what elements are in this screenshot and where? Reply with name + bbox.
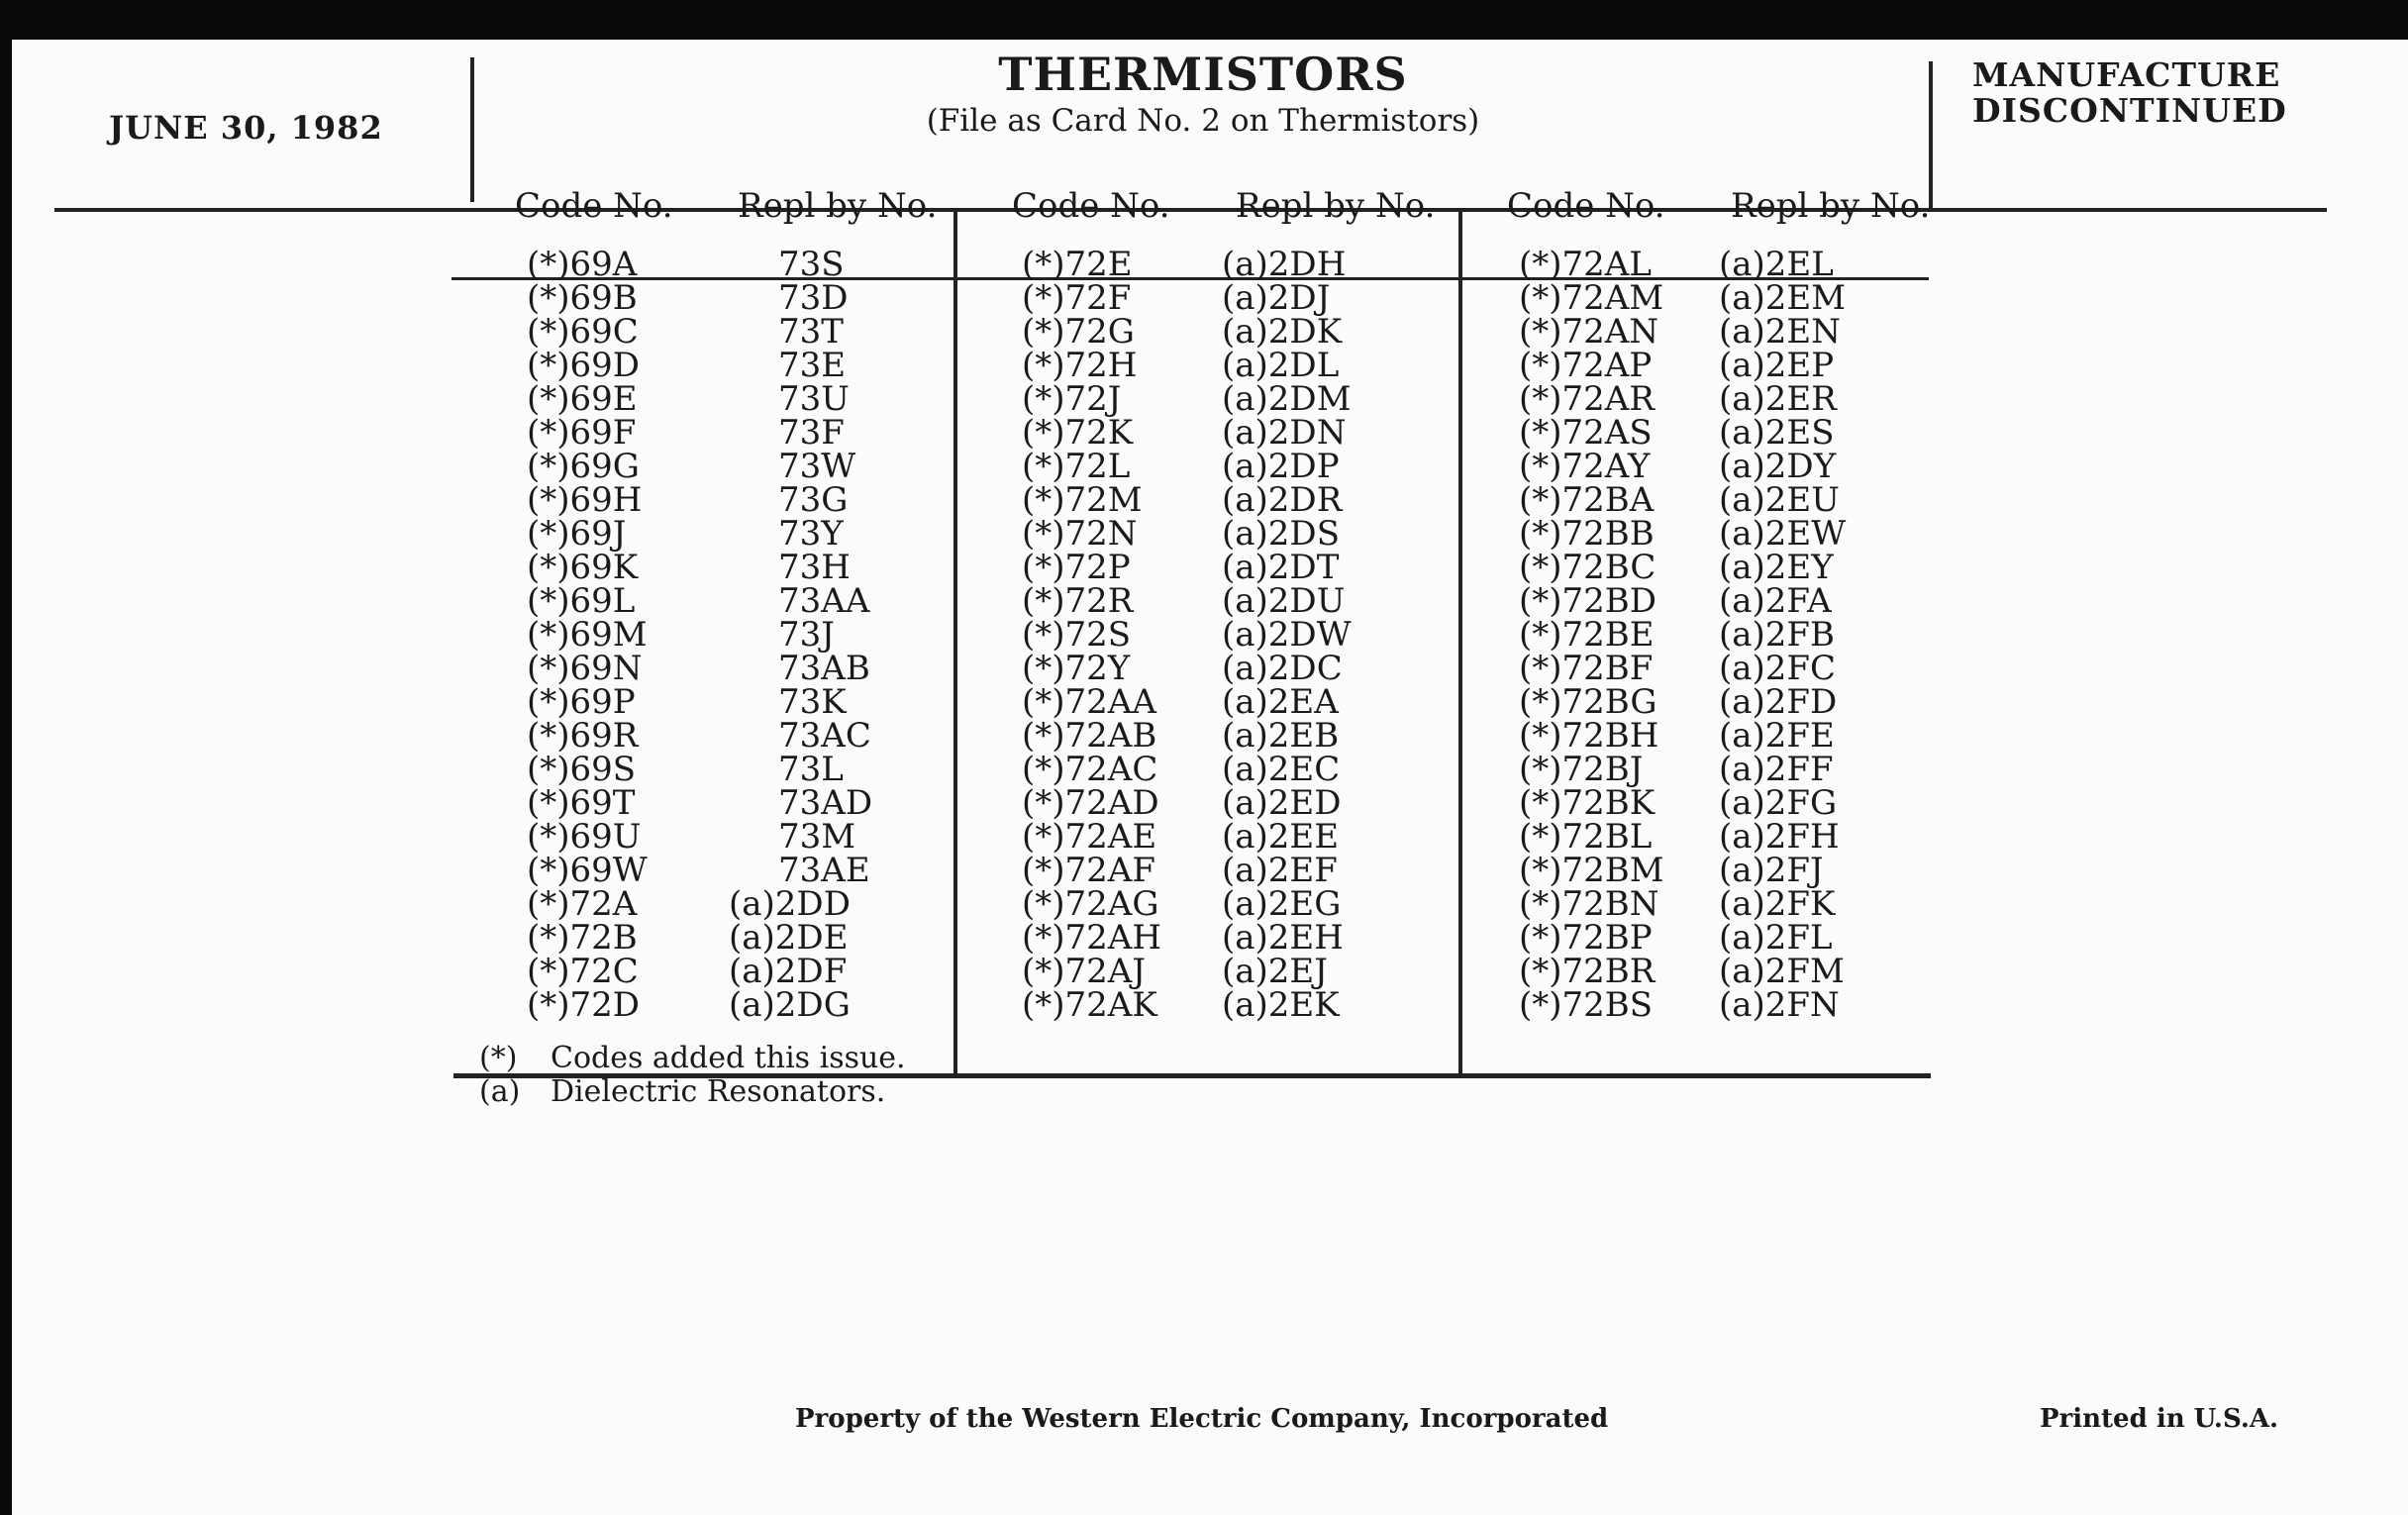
table-row <box>1022 783 1448 823</box>
table-divider-2 <box>1458 212 1462 1075</box>
table-row <box>1519 851 1935 890</box>
table-row <box>1519 312 1935 352</box>
table-row <box>527 379 943 419</box>
table-row <box>1022 312 1448 352</box>
repl-cell: (a)2FF <box>1719 750 1834 789</box>
code-cell: (*)72BK <box>1519 783 1656 823</box>
code-cell: (*)72BC <box>1519 548 1656 587</box>
table-row <box>1519 413 1935 453</box>
repl-cell: (a)2DS <box>1222 514 1340 554</box>
table-row <box>1519 615 1935 655</box>
col1-code-header: Code No. <box>515 186 673 226</box>
repl-cell: (a)2DU <box>1222 581 1346 621</box>
repl-cell: (a)2EC <box>1222 750 1341 789</box>
code-cell: (*)69E <box>527 379 638 419</box>
repl-cell: 73AE <box>778 851 870 890</box>
repl-cell: (a)2EY <box>1719 548 1834 587</box>
code-cell: (*)72G <box>1022 312 1135 352</box>
title-block <box>475 48 1931 139</box>
repl-cell: 73G <box>778 480 849 520</box>
table-row <box>1519 278 1935 318</box>
code-cell: (*)69U <box>527 817 642 857</box>
code-cell: (*)69K <box>527 548 639 587</box>
repl-cell: (a)2FJ <box>1719 851 1824 890</box>
col1-repl-header: Repl by No. <box>738 186 938 226</box>
code-cell: (*)69A <box>527 245 638 284</box>
status-line-1: MANUFACTURE <box>1972 55 2281 94</box>
repl-cell: (a)2DH <box>1222 245 1347 284</box>
footnote-asterisk <box>479 1042 906 1075</box>
table-row <box>527 581 943 621</box>
header-divider-left <box>470 57 474 202</box>
code-cell: (*)72AK <box>1022 985 1157 1025</box>
footnote-text: Dielectric Resonators. <box>551 1074 886 1109</box>
code-cell: (*)72BH <box>1519 716 1659 756</box>
table-row <box>1519 952 1935 991</box>
table-row <box>1022 851 1448 890</box>
repl-cell: (a)2ES <box>1719 413 1835 453</box>
repl-cell: (a)2FH <box>1719 817 1840 857</box>
table-row <box>1022 346 1448 385</box>
table-row <box>1022 581 1448 621</box>
code-cell: (*)72AF <box>1022 851 1155 890</box>
repl-cell: (a)2EU <box>1719 480 1840 520</box>
table-row <box>1519 514 1935 554</box>
code-cell: (*)72F <box>1022 278 1132 318</box>
repl-cell: (a)2DP <box>1222 447 1340 486</box>
repl-cell: (a)2EB <box>1222 716 1340 756</box>
table-row <box>527 346 943 385</box>
code-cell: (*)69R <box>527 716 639 756</box>
code-cell: (*)72BS <box>1519 985 1654 1025</box>
code-cell: (*)72E <box>1022 245 1133 284</box>
code-cell: (*)72AD <box>1022 783 1159 823</box>
repl-cell: (a)2EF <box>1222 851 1338 890</box>
repl-cell: (a)2EK <box>1222 985 1340 1025</box>
status-line-2: DISCONTINUED <box>1972 91 2287 130</box>
code-cell: (*)69W <box>527 851 648 890</box>
col2-repl-header: Repl by No. <box>1236 186 1436 226</box>
repl-cell: 73AC <box>778 716 871 756</box>
table-row <box>527 985 943 1025</box>
code-cell: (*)72AY <box>1519 447 1651 486</box>
table-row <box>1519 245 1935 284</box>
col2-code-header: Code No. <box>1012 186 1170 226</box>
repl-cell: (a)2DL <box>1222 346 1340 385</box>
repl-cell: 73Y <box>778 514 844 554</box>
code-cell: (*)69C <box>527 312 639 352</box>
table-row <box>1022 884 1448 924</box>
repl-cell: (a)2DG <box>729 985 851 1025</box>
table-row <box>1519 783 1935 823</box>
table-row <box>527 851 943 890</box>
repl-cell: (a)2DJ <box>1222 278 1331 318</box>
table-row <box>1519 918 1935 958</box>
code-cell: (*)69H <box>527 480 643 520</box>
code-cell: (*)69J <box>527 514 627 554</box>
code-cell: (*)72AM <box>1519 278 1664 318</box>
table-row <box>1519 884 1935 924</box>
table-row <box>1519 985 1935 1025</box>
repl-cell: 73H <box>778 548 851 587</box>
table-row <box>1022 918 1448 958</box>
page-subtitle: (File as Card No. 2 on Thermistors) <box>926 103 1480 139</box>
footnote-text: Codes added this issue. <box>551 1041 906 1075</box>
table-row <box>527 716 943 756</box>
table-row <box>1519 379 1935 419</box>
col3-code-header: Code No. <box>1507 186 1665 226</box>
code-cell: (*)72P <box>1022 548 1131 587</box>
code-cell: (*)72BD <box>1519 581 1657 621</box>
repl-cell: (a)2FC <box>1719 649 1837 688</box>
table-row <box>527 480 943 520</box>
code-cell: (*)72AG <box>1022 884 1159 924</box>
repl-cell: (a)2DD <box>729 884 851 924</box>
repl-cell: (a)2FN <box>1719 985 1840 1025</box>
code-cell: (*)69B <box>527 278 638 318</box>
repl-cell: 73AD <box>778 783 873 823</box>
code-cell: (*)69D <box>527 346 641 385</box>
table-row <box>1022 716 1448 756</box>
table-row <box>527 817 943 857</box>
repl-cell: 73J <box>778 615 835 655</box>
table-row <box>1022 985 1448 1025</box>
table-row <box>527 783 943 823</box>
table-row <box>1022 750 1448 789</box>
table-row <box>527 682 943 722</box>
table-row <box>1519 447 1935 486</box>
code-cell: (*)72AB <box>1022 716 1157 756</box>
code-cell: (*)72AR <box>1519 379 1655 419</box>
repl-cell: (a)2EJ <box>1222 952 1328 991</box>
code-cell: (*)72BN <box>1519 884 1659 924</box>
repl-cell: 73E <box>778 346 847 385</box>
repl-cell: (a)2ED <box>1222 783 1342 823</box>
repl-cell: (a)2DM <box>1222 379 1352 419</box>
repl-cell: (a)2FB <box>1719 615 1836 655</box>
code-cell: (*)72BA <box>1519 480 1655 520</box>
repl-cell: (a)2EM <box>1719 278 1847 318</box>
code-cell: (*)72AN <box>1519 312 1659 352</box>
table-row <box>1519 548 1935 587</box>
table-row <box>1022 817 1448 857</box>
header-rule <box>54 208 2327 212</box>
code-cell: (*)72BR <box>1519 952 1656 991</box>
code-cell: (*)72AA <box>1022 682 1156 722</box>
repl-cell: (a)2DF <box>729 952 848 991</box>
repl-cell: (a)2EN <box>1719 312 1842 352</box>
repl-cell: 73W <box>778 447 856 486</box>
code-cell: (*)72BG <box>1519 682 1657 722</box>
table-row <box>527 615 943 655</box>
repl-cell: (a)2DT <box>1222 548 1340 587</box>
repl-cell: (a)2EA <box>1222 682 1339 722</box>
table-row <box>527 649 943 688</box>
table-row <box>1022 649 1448 688</box>
repl-cell: (a)2DE <box>729 918 849 958</box>
repl-cell: 73U <box>778 379 850 419</box>
repl-cell: (a)2ER <box>1719 379 1837 419</box>
repl-cell: (a)2DK <box>1222 312 1343 352</box>
table-row <box>527 918 943 958</box>
code-cell: (*)72AE <box>1022 817 1157 857</box>
code-cell: (*)72BL <box>1519 817 1653 857</box>
code-cell: (*)72D <box>527 985 641 1025</box>
code-cell: (*)72BJ <box>1519 750 1644 789</box>
table-row <box>1519 649 1935 688</box>
table-row <box>527 447 943 486</box>
footnote-key: (a) <box>479 1074 521 1109</box>
table-row <box>1519 480 1935 520</box>
table-row <box>1022 447 1448 486</box>
table-row <box>527 750 943 789</box>
table-row <box>527 312 943 352</box>
code-cell: (*)72M <box>1022 480 1143 520</box>
code-cell: (*)72S <box>1022 615 1132 655</box>
code-cell: (*)72BP <box>1519 918 1653 958</box>
code-cell: (*)72BB <box>1519 514 1655 554</box>
code-cell: (*)72J <box>1022 379 1122 419</box>
repl-cell: (a)2FD <box>1719 682 1838 722</box>
table-row <box>1022 278 1448 318</box>
repl-cell: (a)2EG <box>1222 884 1342 924</box>
repl-cell: (a)2EE <box>1222 817 1340 857</box>
table-row <box>1022 514 1448 554</box>
table-row <box>1022 952 1448 991</box>
footnote-key: (*) <box>479 1041 518 1075</box>
code-cell: (*)69S <box>527 750 637 789</box>
code-cell: (*)72H <box>1022 346 1138 385</box>
table-row <box>527 413 943 453</box>
code-cell: (*)69M <box>527 615 648 655</box>
repl-cell: (a)2DR <box>1222 480 1343 520</box>
repl-cell: (a)2FM <box>1719 952 1845 991</box>
repl-cell: (a)2FA <box>1719 581 1832 621</box>
table-divider-1 <box>953 212 957 1075</box>
code-cell: (*)69L <box>527 581 636 621</box>
code-cell: (*)72AL <box>1519 245 1652 284</box>
repl-cell: 73T <box>778 312 844 352</box>
code-cell: (*)69N <box>527 649 643 688</box>
code-cell: (*)72AS <box>1519 413 1653 453</box>
repl-cell: 73S <box>778 245 845 284</box>
repl-cell: (a)2EW <box>1719 514 1847 554</box>
table-row <box>1022 682 1448 722</box>
repl-cell: 73F <box>778 413 845 453</box>
code-cell: (*)69T <box>527 783 636 823</box>
table-row <box>1519 581 1935 621</box>
code-cell: (*)72Y <box>1022 649 1131 688</box>
repl-cell: (a)2FL <box>1719 918 1833 958</box>
table-row <box>1022 245 1448 284</box>
repl-cell: (a)2EL <box>1719 245 1834 284</box>
repl-cell: (a)2DC <box>1222 649 1343 688</box>
col3-repl-header: Repl by No. <box>1731 186 1931 226</box>
code-cell: (*)72AP <box>1519 346 1653 385</box>
code-cell: (*)72C <box>527 952 639 991</box>
repl-cell: (a)2DY <box>1719 447 1837 486</box>
table-row <box>1519 716 1935 756</box>
repl-cell: (a)2FG <box>1719 783 1838 823</box>
repl-cell: (a)2FK <box>1719 884 1836 924</box>
code-cell: (*)69P <box>527 682 636 722</box>
code-cell: (*)72BF <box>1519 649 1654 688</box>
col3-rows <box>1519 245 1935 1025</box>
property-notice: Property of the Western Electric Company, Incorporated <box>795 1404 1609 1434</box>
repl-cell: (a)2FE <box>1719 716 1835 756</box>
code-cell: (*)72R <box>1022 581 1134 621</box>
table-row <box>1519 817 1935 857</box>
repl-cell: 73D <box>778 278 849 318</box>
repl-cell: 73K <box>778 682 847 722</box>
code-cell: (*)72B <box>527 918 638 958</box>
printed-notice: Printed in U.S.A. <box>2040 1404 2279 1434</box>
table-row <box>527 548 943 587</box>
footnotes <box>479 1042 906 1109</box>
table-row <box>1022 615 1448 655</box>
table-row <box>1022 379 1448 419</box>
issue-date: JUNE 30, 1982 <box>109 109 383 147</box>
repl-cell: 73L <box>778 750 844 789</box>
code-cell: (*)72BE <box>1519 615 1655 655</box>
table-row <box>527 514 943 554</box>
table-row <box>527 245 943 284</box>
repl-cell: 73AA <box>778 581 870 621</box>
table-row <box>1519 682 1935 722</box>
repl-cell: (a)2DN <box>1222 413 1347 453</box>
code-cell: (*)72K <box>1022 413 1134 453</box>
footnote-a <box>479 1075 906 1109</box>
code-cell: (*)72A <box>527 884 638 924</box>
page-title: THERMISTORS <box>998 48 1408 101</box>
repl-cell: 73M <box>778 817 856 857</box>
code-cell: (*)72AJ <box>1022 952 1146 991</box>
code-cell: (*)69G <box>527 447 640 486</box>
code-cell: (*)72BM <box>1519 851 1664 890</box>
code-cell: (*)72AC <box>1022 750 1158 789</box>
repl-cell: (a)2EH <box>1222 918 1344 958</box>
col2-rows <box>1022 245 1448 1025</box>
repl-cell: (a)2EP <box>1719 346 1835 385</box>
table-row <box>1519 346 1935 385</box>
code-cell: (*)69F <box>527 413 637 453</box>
code-cell: (*)72N <box>1022 514 1138 554</box>
code-cell: (*)72AH <box>1022 918 1161 958</box>
repl-cell: (a)2DW <box>1222 615 1352 655</box>
table-row <box>1022 413 1448 453</box>
table-row <box>1022 548 1448 587</box>
table-row <box>527 952 943 991</box>
repl-cell: 73AB <box>778 649 870 688</box>
code-cell: (*)72L <box>1022 447 1131 486</box>
table-row <box>1519 750 1935 789</box>
status-label <box>1972 57 2349 129</box>
table-row <box>527 278 943 318</box>
col1-rows <box>527 245 943 1025</box>
table-row <box>1022 480 1448 520</box>
table-row <box>527 884 943 924</box>
